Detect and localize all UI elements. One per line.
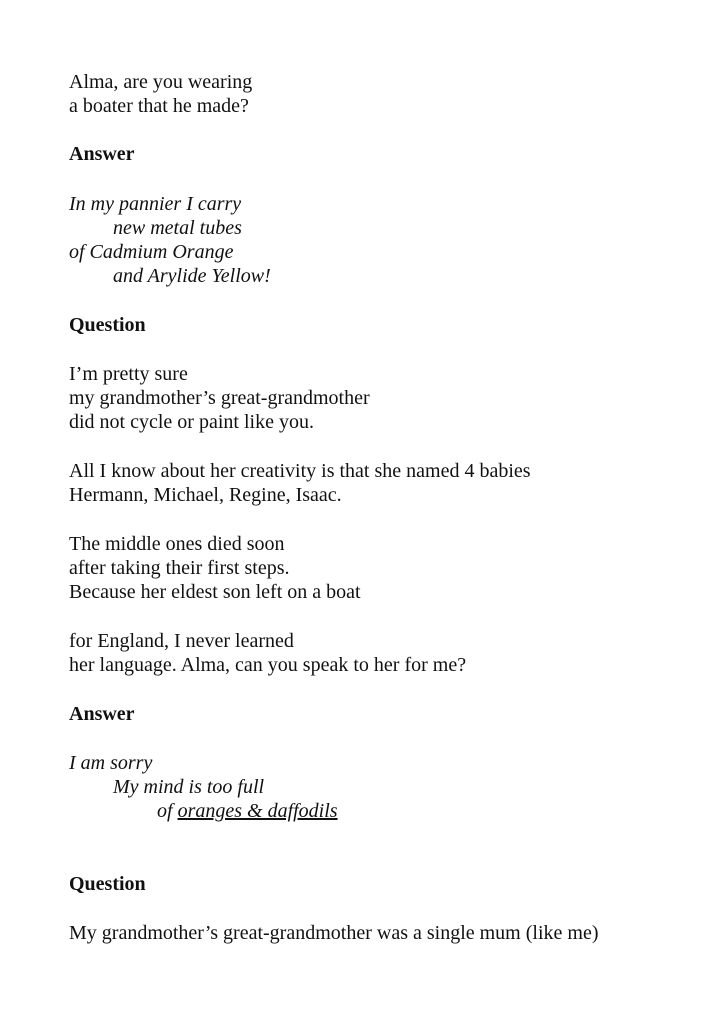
answer-heading: Answer <box>69 143 135 165</box>
underlined-phrase: oranges & daffodils <box>177 800 338 822</box>
poem-line: Because her eldest son left on a boat <box>69 581 361 603</box>
poem-line: for England, I never learned <box>69 630 294 652</box>
poem-line: Alma, are you wearing <box>69 71 253 93</box>
poem-line: My mind is too full <box>113 776 265 798</box>
poem-line: my grandmother’s great-grandmother <box>69 387 370 409</box>
poem-line: and Arylide Yellow! <box>113 265 271 287</box>
poem-line: a boater that he made? <box>69 95 249 117</box>
question-heading: Question <box>69 314 146 336</box>
poem-line <box>157 799 338 823</box>
poem-line: after taking their first steps. <box>69 557 290 579</box>
poem-line: Hermann, Michael, Regine, Isaac. <box>69 484 342 506</box>
poem-line: I’m pretty sure <box>69 363 188 385</box>
poem-line: her language. Alma, can you speak to her for me? <box>69 654 467 676</box>
poem-line: of Cadmium Orange <box>69 241 234 263</box>
poem-line: I am sorry <box>69 752 153 774</box>
poem-line: The middle ones died soon <box>69 533 285 555</box>
question-heading: Question <box>69 873 146 895</box>
poem-line: All I know about her creativity is that she named 4 babies <box>69 460 531 482</box>
poem-line-prefix: of <box>157 800 173 822</box>
poem-line: In my pannier I carry <box>69 193 242 215</box>
poem-line: My grandmother’s great-grandmother was a single mum (like me) <box>69 922 599 944</box>
poem-line: did not cycle or paint like you. <box>69 411 314 433</box>
answer-heading: Answer <box>69 703 135 725</box>
poem-line: new metal tubes <box>113 217 242 239</box>
